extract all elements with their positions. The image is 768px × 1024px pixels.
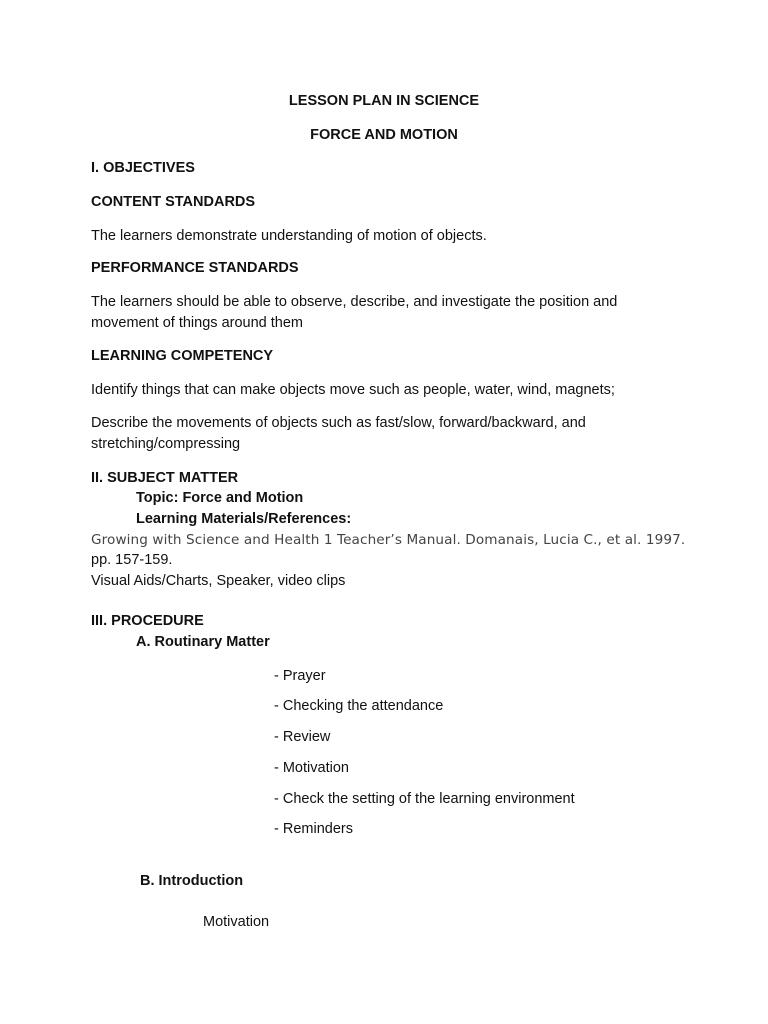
procedure-heading: III. PROCEDURE: [91, 613, 204, 629]
content-standards-text: The learners demonstrate understanding of motion of objects.: [91, 228, 487, 244]
learning-competency-item2-line2: stretching/compressing: [91, 436, 241, 452]
performance-standards-text-line2: movement of things around them: [91, 315, 303, 331]
page-title: LESSON PLAN IN SCIENCE: [288, 93, 480, 109]
introduction-heading: B. Introduction: [140, 873, 244, 889]
list-item: - Reminders: [274, 821, 353, 837]
page-subtitle: FORCE AND MOTION: [310, 127, 458, 143]
reference-line1: Growing with Science and Health 1 Teacher’s Manual. Domanais, Lucia C., et al. 1997.: [91, 532, 686, 548]
list-item: - Checking the attendance: [274, 698, 444, 714]
learning-competency-heading: LEARNING COMPETENCY: [91, 348, 274, 364]
subject-matter-heading: II. SUBJECT MATTER: [91, 470, 239, 486]
introduction-motivation: Motivation: [203, 914, 270, 930]
performance-standards-text-line1: The learners should be able to observe, describe, and investigate the position and: [91, 294, 618, 310]
learning-competency-item1: Identify things that can make objects move such as people, water, wind, magnets;: [91, 382, 615, 398]
performance-standards-heading: PERFORMANCE STANDARDS: [91, 260, 299, 276]
list-item: - Prayer: [274, 668, 326, 684]
routinary-matter-heading: A. Routinary Matter: [136, 634, 270, 650]
learning-competency-item2-line1: Describe the movements of objects such as fast/slow, forward/backward, and: [91, 415, 586, 431]
list-item: - Review: [274, 729, 331, 745]
reference-line2: pp. 157-159.: [91, 552, 173, 568]
content-standards-heading: CONTENT STANDARDS: [91, 194, 256, 210]
subject-matter-topic: Topic: Force and Motion: [136, 490, 304, 506]
list-item: - Check the setting of the learning environment: [274, 791, 575, 807]
objectives-heading: I. OBJECTIVES: [91, 160, 195, 176]
list-item: - Motivation: [274, 760, 349, 776]
learning-materials-heading: Learning Materials/References:: [136, 511, 352, 527]
visual-aids-text: Visual Aids/Charts, Speaker, video clips: [91, 573, 346, 589]
